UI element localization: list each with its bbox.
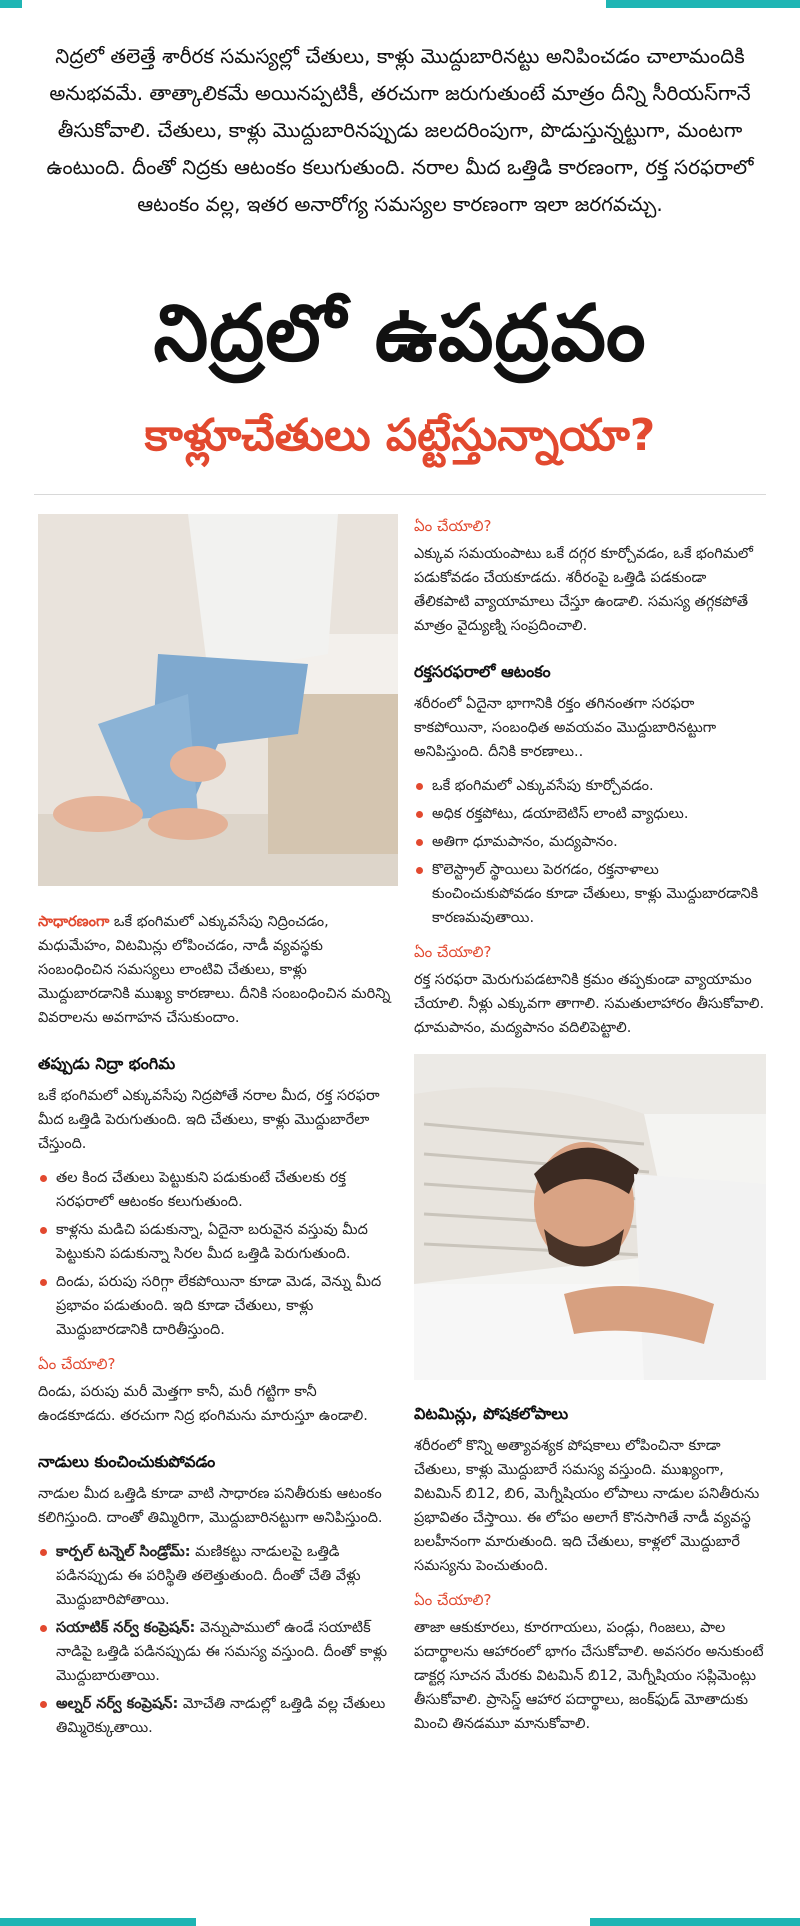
section-text-nutrition: శరీరంలో కొన్ని అత్యావశ్యక పోషకాలు లోపించినా కూడా చేతులు, కాళ్లు మొద్దుబారే సమస్య వస్తుంది. ముఖ్యంగా, విటమిన్ బి12, బి6, మెగ్నీషియం లోపాలు నాడుల పనితీరును ప్రభావితం చేస్తాయి. ఈ లోపం అలాగే కొనసాగితే నాడీ వ్యవస్థ బలహీనంగా మారుతుంది. ఇది చేతులు, కాళ్లలో మొద్దుబారే సమస్యను పెంచుతుంది. [414, 1438, 760, 1574]
list-item: అతిగా ధూమపానం, మద్యపానం. [414, 830, 766, 854]
bullet-dot-icon [40, 1701, 47, 1708]
what-to-do-heading: ఏం చేయాలి? [38, 1355, 116, 1373]
section-title-nerve-compression: నాడులు కుంచించుకుపోవడం [38, 1452, 216, 1471]
divider [34, 494, 766, 495]
list-item: సయాటిక్ నర్వ్ కంప్రెషన్: వెన్నుపాములో ఉండే సయాటిక్ నాడిపై ఒత్తిడి పడినప్పుడు ఈ సమస్య వస్తుంది. దీంతో కాళ్లు మొద్దుబారుతాయి. [38, 1616, 398, 1688]
intro-lead: సాధారణంగా [38, 914, 110, 930]
left-intro-text: ఒకే భంగిమలో ఎక్కువసేపు నిద్రించడం, మధుమేహం, విటమిన్లు లోపించడం, నాడీ వ్యవస్థకు సంబంధించిన సమస్యలు లాంటివి చేతులు, కాళ్లు మొద్దుబారడానికి ముఖ్య కారణాలు. దీనికి సంబంధించిన మరిన్ని వివరాలను అవగాహన చేసుకుందాం. [38, 914, 391, 1026]
list-item: తల కింద చేతులు పెట్టుకుని పడుకుంటే చేతులకు రక్త సరఫరాలో ఆటంకం కలుగుతుంది. [38, 1166, 398, 1214]
frame-bottom-right [590, 1918, 800, 1926]
what-to-do-text: రక్త సరఫరా మెరుగుపడటానికి క్రమం తప్పకుండా వ్యాయామం చేయాలి. నీళ్లు ఎక్కువగా తాగాలి. సమతులాహారం తీసుకోవాలి. ధూమపానం, మద్యపానం వదిలిపెట్టాలి. [414, 972, 765, 1036]
what-to-do-heading: ఏం చేయాలి? [414, 1591, 492, 1609]
frame-top-left [0, 0, 22, 8]
section-text-nerve-compression: నాడుల మీద ఒత్తిడి కూడా వాటి సాధారణ పనితీరుకు ఆటంకం కలిగిస్తుంది. దాంతో తిమ్మిరిగా, మొద్దుబారినట్టుగా అనిపిస్తుంది. [38, 1486, 383, 1526]
list-item: ఒకే భంగిమలో ఎక్కువసేపు కూర్చోవడం. [414, 774, 766, 798]
left-column [38, 514, 398, 1746]
right-column [414, 514, 766, 1746]
section-title-sleep-posture: తప్పుడు నిద్రా భంగిమ [38, 1054, 176, 1073]
bullet-dot-icon [416, 783, 423, 790]
section-text-sleep-posture: ఒకే భంగిమలో ఎక్కువసేపు నిద్రపోతే నరాల మీద, రక్త సరఫరా మీద ఒత్తిడి పెరుగుతుంది. ఇది చేతులు, కాళ్లు మొద్దుబారేలా చేస్తుంది. [38, 1088, 380, 1152]
leg-cramp-photo [38, 514, 398, 886]
bullet-dot-icon [40, 1227, 47, 1234]
list-item: అధిక రక్తపోటు, డయాబెటిస్ లాంటి వ్యాధులు. [414, 802, 766, 826]
bullet-dot-icon [40, 1625, 47, 1632]
list-item: కొలెస్ట్రాల్ స్థాయిలు పెరగడం, రక్తనాళాలు కుంచించుకుపోవడం కూడా చేతులు, కాళ్లు మొద్దుబారడానికి కారణమవుతాయి. [414, 858, 766, 930]
sleeping-man-photo [414, 1054, 766, 1380]
intro-paragraph: నిద్రలో తలెత్తే శారీరక సమస్యల్లో చేతులు, కాళ్లు మొద్దుబారినట్టు అనిపించడం చాలామందికి అనుభవమే. తాత్కాలికమే అయినప్పటికీ, తరచుగా జరుగుతుంటే మాత్రం దీన్ని సీరియస్‌గానే తీసుకోవాలి. చేతులు, కాళ్లు మొద్దుబారినప్పుడు జలదరింపుగా, పొడుస్తున్నట్టుగా, మంటగా ఉంటుంది. దీంతో నిద్రకు ఆటంకం కలుగుతుంది. నరాల మీద ఒత్తిడి కారణంగా, రక్త సరఫరాలో ఆటంకం వల్ల, ఇతర అనారోగ్య సమస్యల కారణంగా ఇలా జరగవచ్చు. [46, 44, 754, 216]
bullet-dot-icon [40, 1175, 47, 1182]
section-title-blood-supply: రక్తసరఫరాలో ఆటంకం [414, 662, 551, 681]
subheadline: కాళ్లూచేతులు పట్టేస్తున్నాయా? [144, 410, 656, 461]
list-item: కార్పల్ టన్నెల్ సిండ్రోమ్: మణికట్టు నాడులపై ఒత్తిడి పడినప్పుడు ఈ పరిస్థితి తలెత్తుతుంది. దీంతో చేతి వేళ్లు మొద్దుబారిపోతాయి. [38, 1540, 398, 1612]
what-to-do-text: తాజా ఆకుకూరలు, కూరగాయలు, పండ్లు, గింజలు, పాల పదార్థాలను ఆహారంలో భాగం చేసుకోవాలి. అవసరం అనుకుంటే డాక్టర్ల సూచన మేరకు విటమిన్ బి12, మెగ్నీషియం సప్లిమెంట్లు తీసుకోవాలి. ప్రాసెస్డ్ ఆహార పదార్థాలు, జంక్‌ఫుడ్ మోతాదుకు మించి తినడమూ మానుకోవాలి. [414, 1620, 764, 1732]
frame-top-right [606, 0, 800, 8]
list-item: అల్నర్ నర్వ్ కంప్రెషన్: మోచేతి నాడుల్లో ఒత్తిడి వల్ల చేతులు తిమ్మిరెక్కుతాయి. [38, 1692, 398, 1740]
bullet-dot-icon [40, 1279, 47, 1286]
headline: నిద్రలో ఉపద్రవం [153, 288, 647, 379]
section-title-nutrition: విటమిన్లు, పోషకలోపాలు [414, 1404, 569, 1423]
list-item: కాళ్లను మడిచి పడుకున్నా, ఏదైనా బరువైన వస్తువు మీద పెట్టుకుని పడుకున్నా సిరల మీద ఒత్తిడి పెరుగుతుంది. [38, 1218, 398, 1266]
frame-bottom-left [0, 1918, 196, 1926]
bullet-dot-icon [416, 839, 423, 846]
bullet-dot-icon [40, 1549, 47, 1556]
what-to-do-text: దిండు, పరుపు మరీ మెత్తగా కానీ, మరీ గట్టిగా కానీ ఉండకూడదు. తరచుగా నిద్ర భంగిమను మారుస్తూ ఉండాలి. [38, 1384, 368, 1424]
what-to-do-text: ఎక్కువ సమయంపాటు ఒకే దగ్గర కూర్చోవడం, ఒకే భంగిమలో పడుకోవడం చేయకూడదు. శరీరంపై ఒత్తిడి పడకుండా తేలికపాటి వ్యాయామాలు చేస్తూ ఉండాలి. సమస్య తగ్గకపోతే మాత్రం వైద్యుణ్ని సంప్రదించాలి. [414, 546, 753, 634]
bullet-dot-icon [416, 867, 423, 874]
list-item: దిండు, పరుపు సరిగ్గా లేకపోయినా కూడా మెడ, వెన్ను మీద ప్రభావం పడుతుంది. ఇది కూడా చేతులు, కాళ్లు మొద్దుబారడానికి దారితీస్తుంది. [38, 1270, 398, 1342]
bullet-list-sleep-posture [38, 1166, 398, 1342]
what-to-do-heading: ఏం చేయాలి? [414, 943, 492, 961]
bullet-dot-icon [416, 811, 423, 818]
section-text-blood-supply: శరీరంలో ఏదైనా భాగానికి రక్తం తగినంతగా సరఫరా కాకపోయినా, సంబంధిత అవయవం మొద్దుబారినట్టుగా అనిపిస్తుంది. దీనికి కారణాలు.. [414, 696, 717, 760]
bullet-list-blood-supply [414, 774, 766, 930]
bullet-list-nerve-compression [38, 1540, 398, 1740]
what-to-do-heading: ఏం చేయాలి? [414, 517, 492, 535]
